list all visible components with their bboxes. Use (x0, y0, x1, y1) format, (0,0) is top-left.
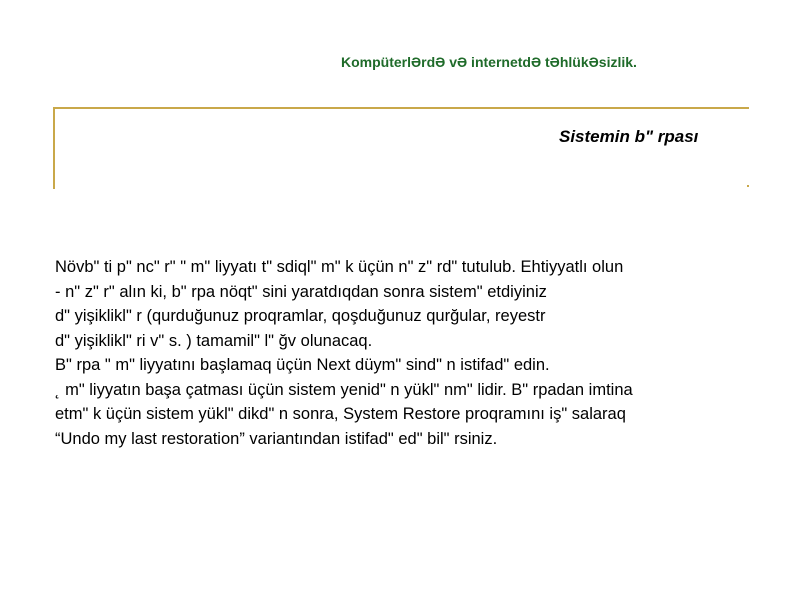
body-line: Növb" ti p" nc" r" " m" liyyatı t" sdiql" m" k üçün n" z" rd" tutulub. Ehtiyyatlı olun (55, 258, 624, 276)
body-line: d" yişiklikl" ri v" s. ) tamamil" l" ğv olunacaq. (55, 331, 373, 350)
divider-corner-mark (747, 185, 749, 187)
left-divider-line (53, 107, 55, 189)
slide-header-title: KompüterlƏrdƏ vƏ internetdƏ tƏhlükƏsizlik. (341, 54, 637, 70)
body-line: B" rpa " m" liyyatını başlamaq üçün Next düym" sind" n istifad" edin. (55, 356, 550, 374)
body-paragraph (55, 255, 765, 451)
top-divider-line (54, 107, 749, 109)
body-line: etm" k üçün sistem yükl" dikd" n sonra, System Restore proqramını iş" salaraq (55, 405, 626, 423)
section-title: Sistemin b" rpası (559, 127, 699, 146)
body-line: d" yişiklikl" r (qurduğunuz proqramlar, qoşduğunuz qurğular, reyestr (55, 307, 546, 325)
body-line: “Undo my last restoration” variantından istifad" ed" bil" rsiniz. (55, 429, 498, 448)
body-line: ˛ m" liyyatın başa çatması üçün sistem yenid" n yükl" nm" lidir. B" rpadan imtina (55, 380, 633, 399)
body-line: - n" z" r" alın ki, b" rpa nöqt" sini yaratdıqdan sonra sistem" etdiyiniz (55, 282, 547, 301)
